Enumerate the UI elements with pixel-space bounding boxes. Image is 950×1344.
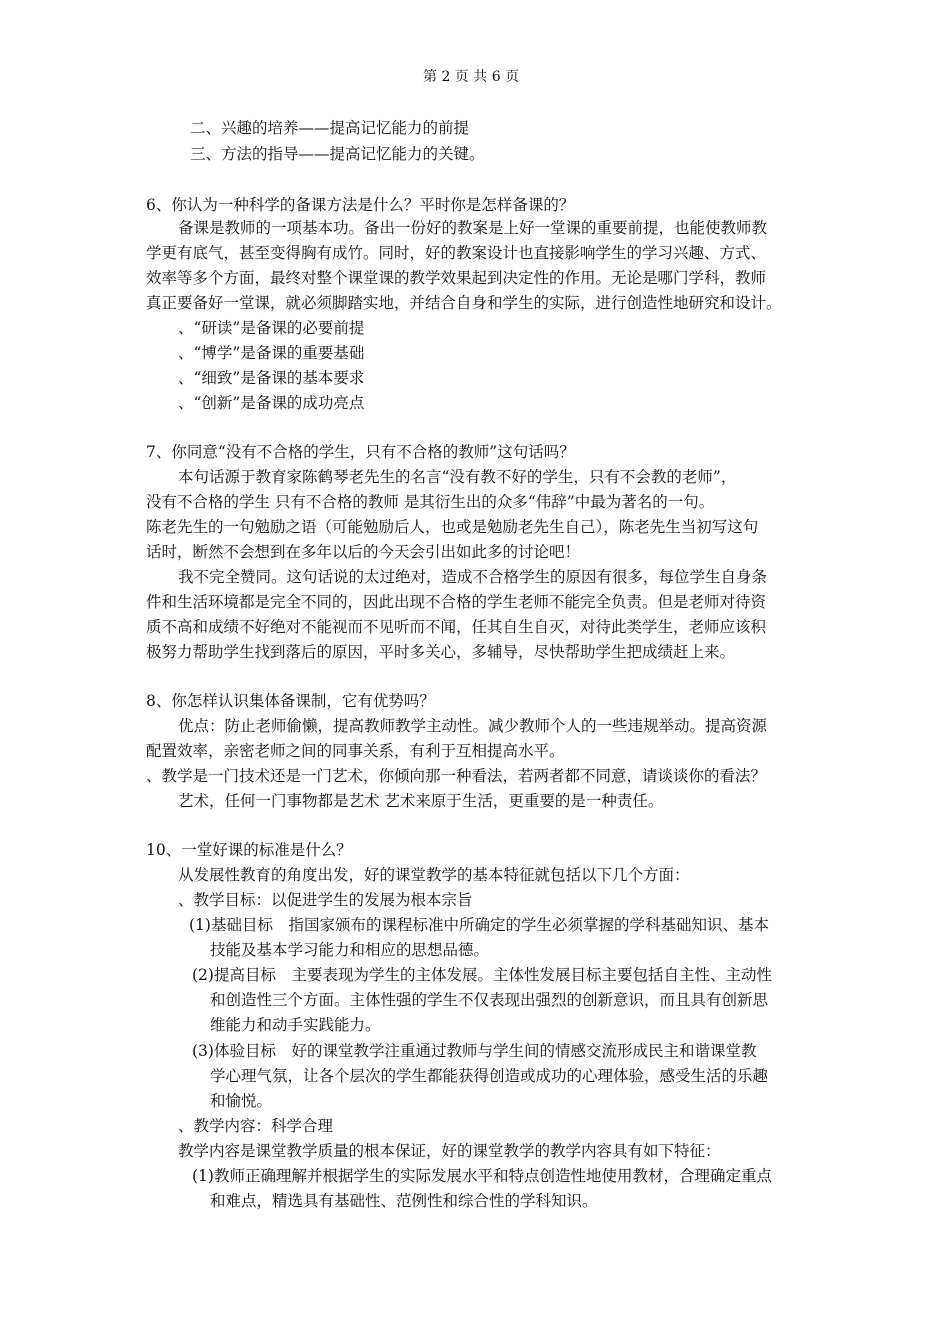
text-line: 本句话源于教育家陈鹤琴老先生的名言“没有教不好的学生，只有不会教的老师”，: [178, 468, 737, 486]
text-line: 从发展性教育的角度出发，好的课堂教学的基本特征就包括以下几个方面：: [178, 866, 690, 884]
text-line: 三、方法的指导——提高记忆能力的关键。: [190, 145, 485, 163]
text-line: 教学内容是课堂教学质量的根本保证，好的课堂教学的教学内容具有如下特征：: [178, 1142, 721, 1160]
text-line: (3)体验目标 好的课堂教学注重通过教师与学生间的情感交流形成民主和谐课堂教: [192, 1042, 757, 1060]
page-header: 第 2 页 共 6 页: [423, 69, 520, 85]
text-line: 真正要备好一堂课，就必须脚踏实地，并结合自身和学生的实际，进行创造性地研究和设计。: [146, 294, 782, 312]
text-line: 我不完全赞同。这句话说的太过绝对，造成不合格学生的原因有很多，每位学生自身条: [178, 568, 768, 586]
list-item: 、“创新”是备课的成功亮点: [178, 394, 365, 412]
list-item: 、“博学”是备课的重要基础: [178, 344, 365, 362]
list-item: 、“研读”是备课的必要前提: [178, 319, 365, 337]
list-item: 、“细致”是备课的基本要求: [178, 369, 365, 387]
text-line: 和难点，精选具有基础性、范例性和综合性的学科知识。: [210, 1192, 598, 1210]
text-line: 配置效率，亲密老师之间的同事关系，有利于互相提高水平。: [146, 742, 565, 760]
text-line: 没有不合格的学生 只有不合格的教师 是其衍生出的众多“伟辞”中最为著名的一句。: [146, 493, 715, 511]
text-line: 和创造性三个方面。主体性强的学生不仅表现出强烈的创新意识，而且具有创新思: [210, 991, 769, 1009]
question-heading: 、教学是一门技术还是一门艺术，你倾向那一种看法，若两者都不同意，请谈谈你的看法？: [146, 767, 767, 785]
text-line: 技能及基本学习能力和相应的思想品德。: [210, 941, 490, 959]
text-line: 备课是教师的一项基本功。备出一份好的教案是上好一堂课的重要前提，也能使教师教: [178, 219, 768, 237]
text-line: 二、兴趣的培养——提高记忆能力的前提: [190, 119, 470, 137]
text-line: 效率等多个方面，最终对整个课堂课的教学效果起到决定性的作用。无论是哪门学科，教师: [146, 269, 767, 287]
text-line: 陈老先生的一句勉励之语（可能勉励后人，也或是勉励老先生自己），陈老先生当初写这句: [146, 518, 759, 536]
list-item: 、教学内容：科学合理: [178, 1117, 334, 1135]
text-line: (2)提高目标 主要表现为学生的主体发展。主体性发展目标主要包括自主性、主动性: [192, 966, 772, 984]
question-heading: 8、你怎样认识集体备课制，它有优势吗？: [146, 692, 435, 710]
text-line: 维能力和动手实践能力。: [210, 1016, 381, 1034]
text-line: (1)基础目标 指国家颁布的课程标准中所确定的学生必须掌握的学科基础知识、基本: [189, 916, 769, 934]
text-line: 质不高和成绩不好绝对不能视而不见听而不闻，任其自生自灭，对待此类学生，老师应该积: [146, 618, 767, 636]
text-line: (1)教师正确理解并根据学生的实际发展水平和特点创造性地使用教材，合理确定重点: [192, 1167, 772, 1185]
text-line: 极努力帮助学生找到落后的原因，平时多关心，多辅导，尽快帮助学生把成绩赶上来。: [146, 643, 736, 661]
text-line: 件和生活环境都是完全不同的，因此出现不合格的学生老师不能完全负责。但是老师对待资: [146, 593, 767, 611]
question-heading: 10、一堂好课的标准是什么？: [146, 841, 352, 859]
text-line: 话时，断然不会想到在多年以后的今天会引出如此多的讨论吧！: [146, 543, 581, 561]
text-line: 艺术，任何一门事物都是艺术 艺术来原于生活，更重要的是一种责任。: [178, 792, 664, 810]
question-heading: 7、你同意“没有不合格的学生，只有不合格的教师”这句话吗？: [146, 443, 575, 461]
text-line: 优点：防止老师偷懒，提高教师教学主动性。减少教师个人的一些违规举动。提高资源: [178, 717, 768, 735]
question-heading: 6、你认为一种科学的备课方法是什么？平时你是怎样备课的？: [146, 196, 575, 214]
text-line: 和愉悦。: [210, 1092, 273, 1110]
text-line: 学更有底气，甚至变得胸有成竹。同时，好的教案设计也直接影响学生的学习兴趣、方式、: [146, 244, 767, 262]
list-item: 、教学目标：以促进学生的发展为根本宗旨: [178, 891, 473, 909]
text-line: 学心理气氛，让各个层次的学生都能获得创造或成功的心理体验，感受生活的乐趣: [210, 1067, 769, 1085]
